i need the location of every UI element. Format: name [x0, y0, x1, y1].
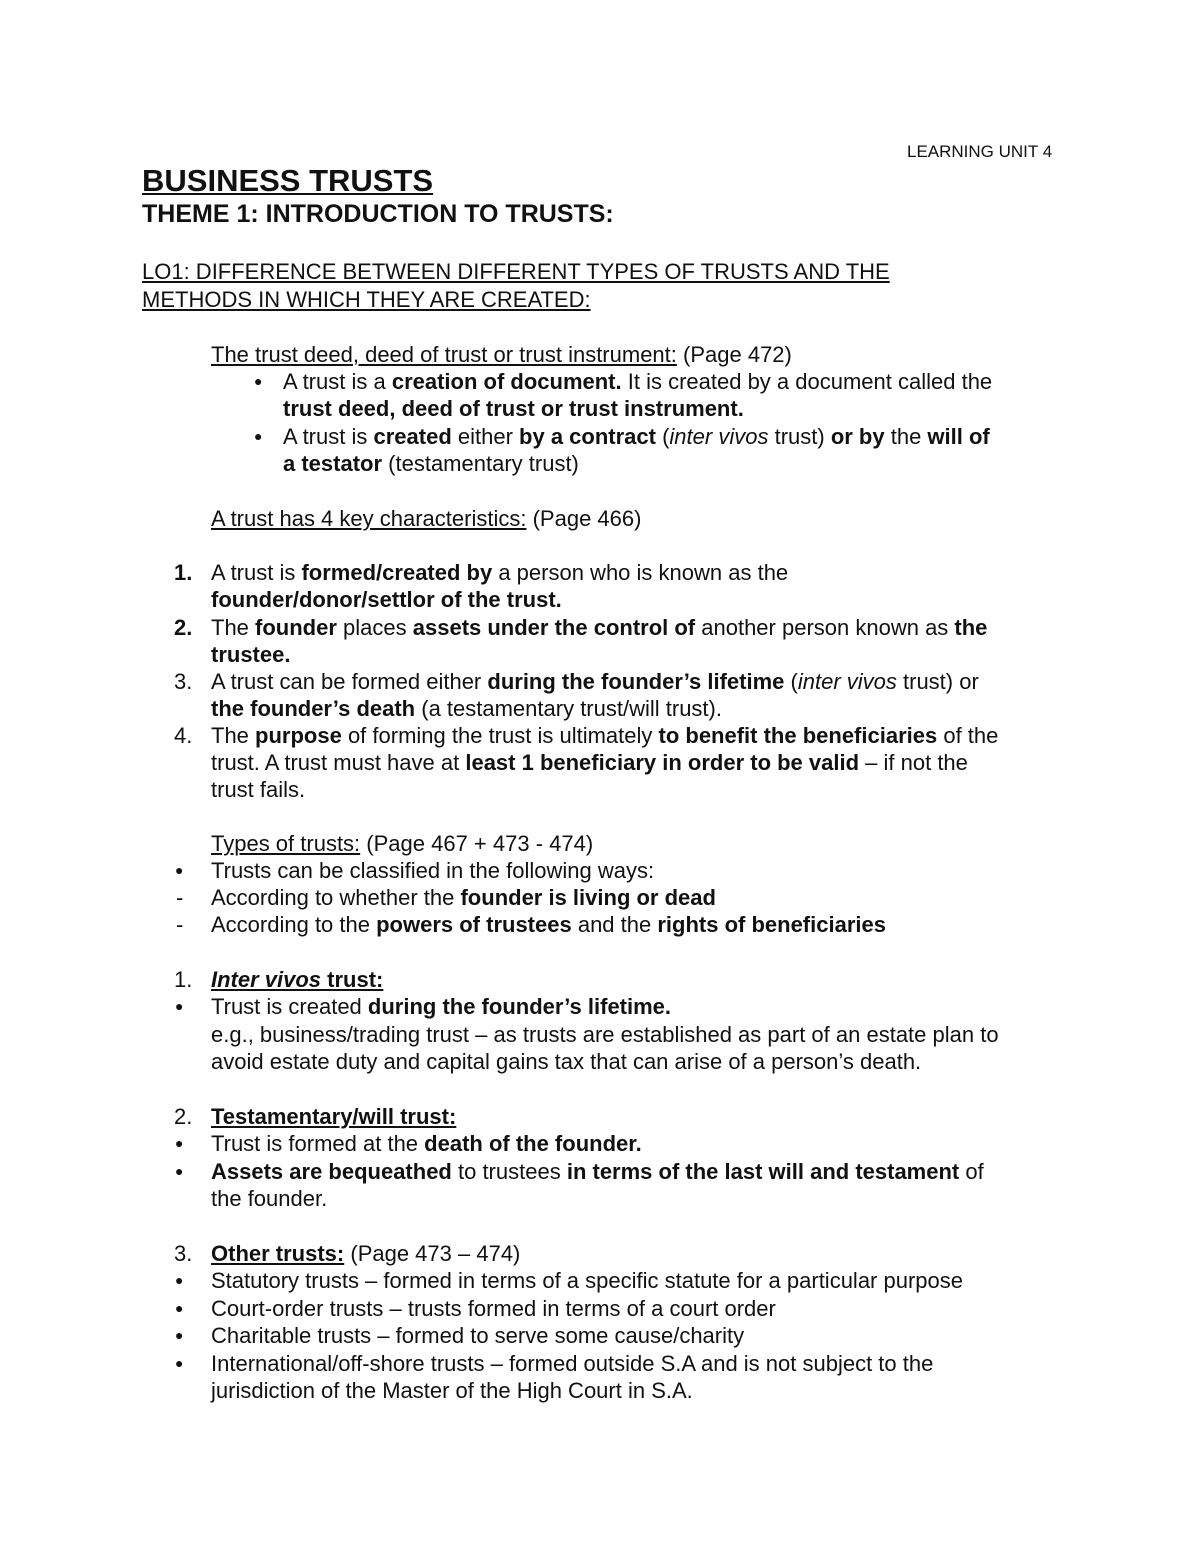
list-number: 1. — [174, 560, 193, 585]
inter-vivos-example-2: avoid estate duty and capital gains tax that can arise of a person’s death. — [211, 1049, 922, 1074]
trust-deed-bullet-2-cont: a testator (testamentary trust) — [283, 451, 579, 476]
document-title: BUSINESS TRUSTS — [142, 163, 434, 198]
other-trust-item-cont: jurisdiction of the Master of the High Court in S.A. — [211, 1378, 693, 1403]
inter-vivos-bullet: Trust is created during the founder’s lifetime. — [211, 994, 672, 1019]
theme-heading: THEME 1: INTRODUCTION TO TRUSTS: — [142, 200, 614, 228]
trust-deed-heading: The trust deed, deed of trust or trust instrument: (Page 472) — [211, 342, 792, 367]
bullet-icon: ● — [175, 1300, 184, 1316]
bullet-icon: ● — [175, 1163, 184, 1179]
characteristic-2: The founder places assets under the control of another person known as the — [211, 615, 988, 640]
testamentary-bullet-1: Trust is formed at the death of the founder. — [211, 1131, 642, 1156]
dash-icon: - — [176, 912, 184, 937]
characteristic-3-cont: the founder’s death (a testamentary trust/will trust). — [211, 696, 722, 721]
types-intro: Trusts can be classified in the following ways: — [211, 858, 655, 883]
characteristic-3: A trust can be formed either during the founder’s lifetime (inter vivos trust) or — [211, 669, 979, 694]
other-trust-item: Statutory trusts – formed in terms of a specific statute for a particular purpose — [211, 1268, 963, 1293]
other-trust-item: International/off-shore trusts – formed outside S.A and is not subject to the — [211, 1351, 934, 1376]
bullet-icon: ● — [254, 373, 263, 389]
list-number: 2. — [174, 1104, 193, 1129]
dash-icon: - — [176, 885, 184, 910]
trust-deed-bullet-1-cont: trust deed, deed of trust or trust instrument. — [283, 396, 744, 421]
bullet-icon: ● — [175, 1327, 184, 1343]
list-number: 3. — [174, 1241, 193, 1266]
inter-vivos-heading: Inter vivos trust: — [211, 967, 384, 992]
types-heading: Types of trusts: (Page 467 + 473 - 474) — [211, 831, 594, 856]
unit-label: LEARNING UNIT 4 — [907, 142, 1053, 161]
classification-2: According to the powers of trustees and the rights of beneficiaries — [211, 912, 886, 937]
bullet-icon: ● — [175, 1272, 184, 1288]
characteristic-1: A trust is formed/created by a person who is known as the — [211, 560, 789, 585]
other-trust-item: Charitable trusts – formed to serve some cause/charity — [211, 1323, 745, 1348]
bullet-icon: ● — [175, 1355, 184, 1371]
characteristic-4-cont: trust. A trust must have at least 1 beneficiary in order to be valid – if not the — [211, 750, 968, 775]
learning-outcome-line-2: METHODS IN WHICH THEY ARE CREATED: — [142, 287, 591, 312]
learning-outcome-line-1: LO1: DIFFERENCE BETWEEN DIFFERENT TYPES OF TRUSTS AND THE — [142, 259, 890, 284]
testamentary-bullet-2-cont: the founder. — [211, 1186, 328, 1211]
classification-1: According to whether the founder is living or dead — [211, 885, 716, 910]
list-number: 2. — [174, 615, 193, 640]
list-number: 3. — [174, 669, 193, 694]
characteristic-2-cont: trustee. — [211, 642, 291, 667]
list-number: 4. — [174, 723, 193, 748]
bullet-icon: ● — [254, 428, 263, 444]
characteristics-heading: A trust has 4 key characteristics: (Page 466) — [211, 506, 642, 531]
list-number: 1. — [174, 967, 193, 992]
testamentary-heading: Testamentary/will trust: — [211, 1104, 457, 1129]
inter-vivos-example-1: e.g., business/trading trust – as trusts are established as part of an estate plan to — [211, 1022, 999, 1047]
testamentary-bullet-2: Assets are bequeathed to trustees in terms of the last will and testament of — [211, 1159, 984, 1184]
trust-deed-bullet-2: A trust is created either by a contract (inter vivos trust) or by the will of — [283, 424, 990, 449]
characteristic-4-cont-2: trust fails. — [211, 777, 306, 802]
other-trusts-heading: Other trusts: (Page 473 – 474) — [211, 1241, 521, 1266]
bullet-icon: ● — [175, 998, 184, 1014]
other-trust-item: Court-order trusts – trusts formed in terms of a court order — [211, 1296, 776, 1321]
trust-deed-bullet-1: A trust is a creation of document. It is created by a document called the — [283, 369, 993, 394]
characteristic-4: The purpose of forming the trust is ultimately to benefit the beneficiaries of the — [211, 723, 999, 748]
bullet-icon: ● — [175, 1135, 184, 1151]
characteristic-1-cont: founder/donor/settlor of the trust. — [211, 587, 562, 612]
bullet-icon: ● — [175, 862, 184, 878]
